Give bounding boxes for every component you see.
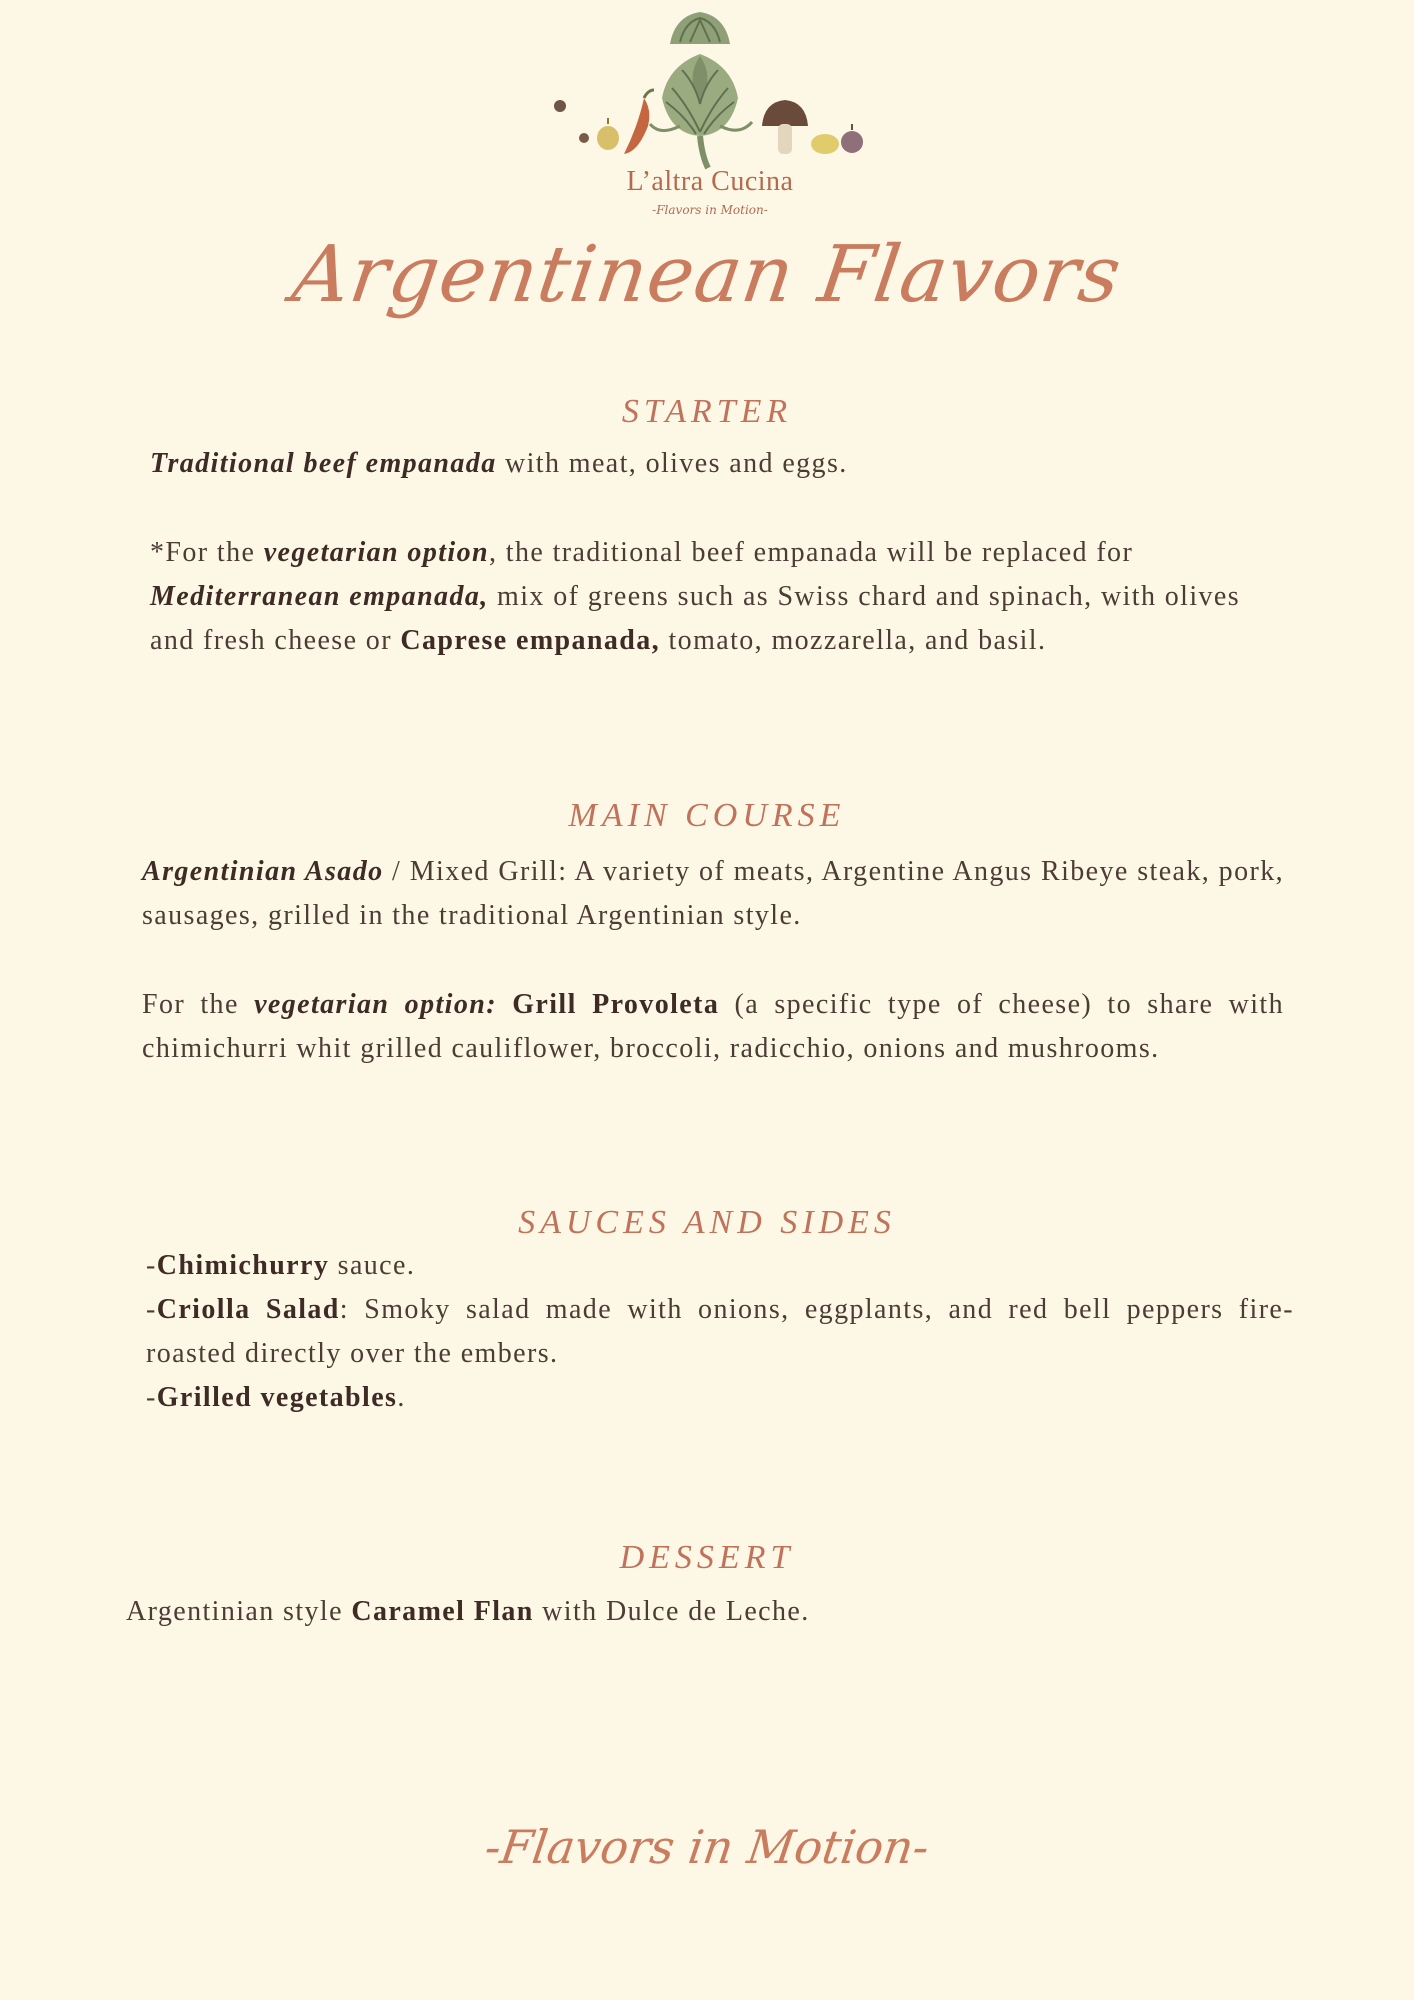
- brand-name: L’altra Cucina: [626, 166, 794, 197]
- side-item-3-name: Grilled vegetables: [156, 1382, 398, 1413]
- starter-veg-text-2: mix of greens such as Swiss chard and spinach, with olives and fresh cheese or: [150, 581, 1241, 656]
- main-course-veg-label: vegetarian option:: [254, 989, 497, 1020]
- garlic-icon: [841, 124, 863, 153]
- starter-veg-alt-1: Mediterranean empanada,: [150, 581, 489, 612]
- brand-logo: [540, 6, 880, 216]
- main-course-vegetarian-note: [142, 983, 1284, 1071]
- main-course-dish: [142, 850, 1284, 938]
- main-course-veg-prefix: For the: [142, 989, 255, 1020]
- seed-icon: [554, 100, 566, 112]
- vegetable-illustration: [540, 6, 880, 171]
- starter-veg-label: vegetarian option: [263, 537, 489, 568]
- footer-tagline: -Flavors in Motion-: [481, 1820, 933, 1874]
- main-course-veg-desc: (a specific type of cheese) to share with chimichurri whit grilled cauliflower, broccoli, radicchio, onions and mushrooms.: [142, 989, 1285, 1064]
- main-course-dish-name: Argentinian Asado: [142, 856, 384, 887]
- sauces-sides-list: [146, 1244, 1294, 1420]
- starter-veg-text-1: , the traditional beef empanada will be replaced for: [488, 537, 1134, 568]
- starter-veg-alt-2: Caprese empanada,: [400, 625, 661, 656]
- starter-dish-desc: with meat, olives and eggs.: [496, 448, 848, 479]
- dessert-heading: DESSERT: [619, 1539, 795, 1576]
- side-item-3-dash: -: [146, 1382, 157, 1413]
- side-item-1-name: Chimichurry: [156, 1250, 330, 1281]
- side-item-2-desc: : Smoky salad made with onions, eggplants, and red bell peppers fire-roasted directly over the embers.: [146, 1294, 1294, 1369]
- side-item-2-dash: -: [146, 1294, 157, 1325]
- artichoke-icon: [650, 54, 752, 168]
- lemon-icon: [811, 134, 839, 154]
- side-item-3-desc: .: [397, 1382, 406, 1413]
- starter-vegetarian-note: [150, 531, 1285, 663]
- onion-icon: [597, 118, 619, 150]
- starter-veg-prefix: *For the: [150, 537, 264, 568]
- dessert-dish-name: Caramel Flan: [351, 1596, 534, 1627]
- seed-icon: [579, 133, 589, 143]
- side-item-1-desc: sauce.: [329, 1250, 416, 1281]
- dessert-dish: [126, 1590, 1286, 1634]
- main-course-dish-desc: / Mixed Grill: A variety of meats, Argentine Angus Ribeye steak, pork, sausages, grilled in the traditional Argentinian style.: [142, 856, 1284, 931]
- main-course-veg-space: [497, 989, 512, 1020]
- main-course-veg-dish: Grill Provoleta: [512, 989, 720, 1020]
- mushroom-icon: [762, 100, 808, 154]
- brand-tagline: -Flavors in Motion-: [652, 203, 768, 217]
- small-artichoke-icon: [670, 12, 730, 44]
- chili-pepper-icon: [624, 90, 654, 154]
- main-course-heading: MAIN COURSE: [568, 797, 846, 834]
- starter-dish: [150, 442, 1280, 486]
- starter-veg-text-3: tomato, mozzarella, and basil.: [660, 625, 1047, 656]
- dessert-text-1: Argentinian style: [126, 1596, 352, 1627]
- sauces-sides-heading: SAUCES AND SIDES: [518, 1204, 896, 1241]
- starter-dish-name: Traditional beef empanada: [150, 448, 497, 479]
- dessert-text-2: with Dulce de Leche.: [533, 1596, 810, 1627]
- menu-title: Argentinean Flavors: [287, 230, 1127, 320]
- starter-heading: STARTER: [621, 393, 793, 430]
- side-item-2-name: Criolla Salad: [156, 1294, 340, 1325]
- side-item-1-dash: -: [146, 1250, 157, 1281]
